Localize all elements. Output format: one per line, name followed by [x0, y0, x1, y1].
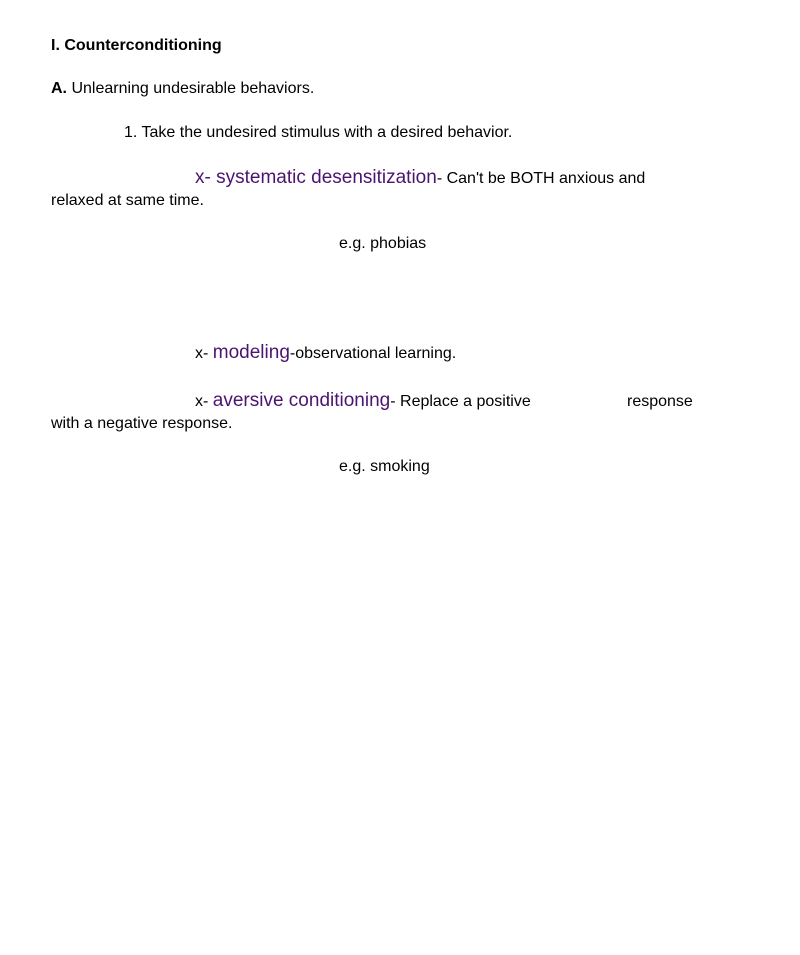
modeling-line — [195, 342, 456, 364]
modeling-term: modeling — [212, 342, 290, 363]
heading: I. Counterconditioning — [51, 37, 222, 54]
aversive-example: e.g. smoking — [339, 458, 430, 475]
aversive-desc: - Replace a positive — [390, 393, 531, 410]
desensitization-example: e.g. phobias — [339, 235, 427, 252]
desensitization-term: x- systematic desensitization — [195, 167, 437, 188]
section-a — [51, 80, 314, 98]
desensitization-desc: - Can't be BOTH anxious and — [436, 170, 646, 187]
aversive-term: aversive conditioning — [212, 390, 391, 411]
desensitization-cont: relaxed at same time. — [51, 192, 204, 209]
section-a-text: Unlearning undesirable behaviors. — [67, 80, 315, 97]
modeling-prefix: x- — [195, 345, 213, 362]
aversive-line — [195, 390, 531, 412]
modeling-desc: -observational learning. — [289, 345, 457, 362]
aversive-prefix: x- — [195, 393, 213, 410]
item-1: 1. Take the undesired stimulus with a desired behavior. — [124, 124, 513, 141]
aversive-desc-2: response — [627, 393, 693, 410]
desensitization-line — [195, 167, 645, 189]
aversive-cont: with a negative response. — [51, 415, 233, 432]
section-a-label: A. — [51, 80, 67, 97]
